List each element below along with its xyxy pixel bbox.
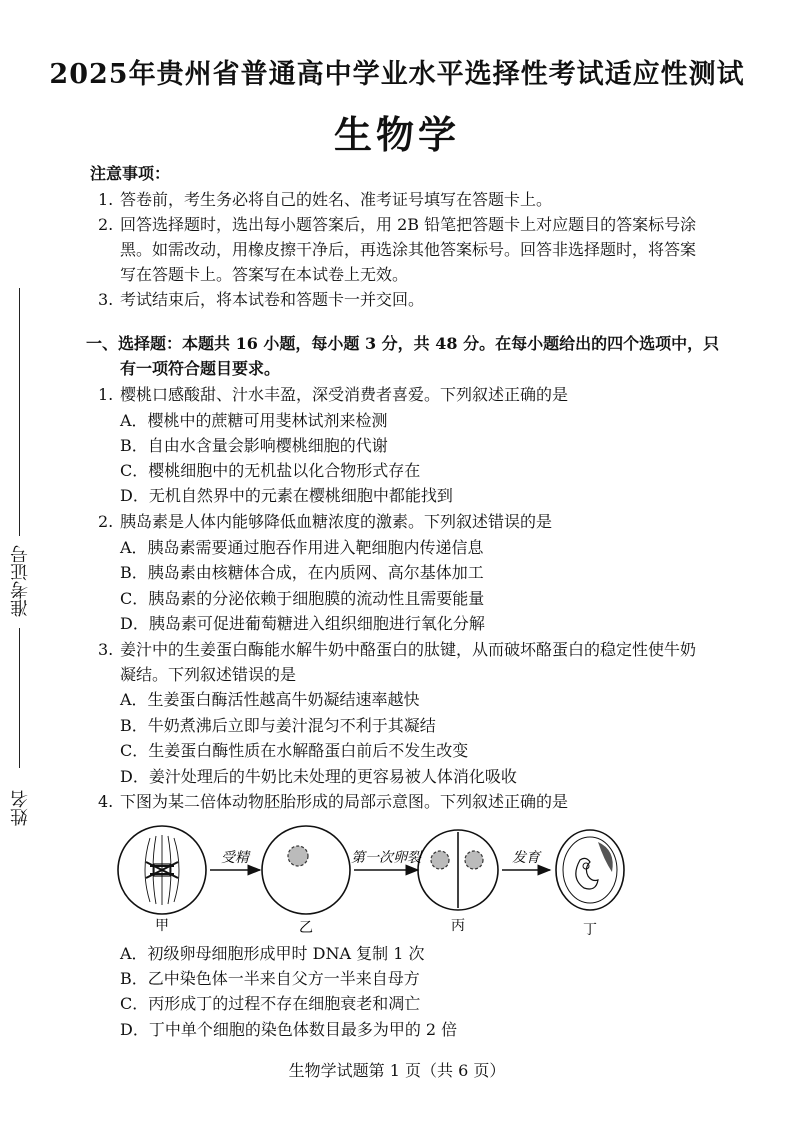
label-yi: 乙 — [299, 920, 313, 936]
label-bing: 丙 — [451, 918, 465, 934]
arrow-label-first-cleavage: 第一次卵裂 — [351, 850, 421, 866]
question-number: 3. — [98, 640, 114, 659]
section-heading: 有一项符合题目要求。 — [120, 359, 281, 378]
notice-1-num: 1. — [98, 190, 114, 209]
option-a: A．樱桃中的蔗糖可用斐林试剂来检测 — [120, 411, 388, 430]
option-c: C．樱桃细胞中的无机盐以化合物形式存在 — [120, 461, 421, 480]
option-d: D．姜汁处理后的牛奶比未处理的更容易被人体消化吸收 — [120, 767, 517, 786]
exam-title: 2025年贵州省普通高中学业水平选择性考试适应性测试 — [49, 59, 745, 90]
option-d: D．丁中单个细胞的染色体数目最多为甲的 2 倍 — [120, 1020, 458, 1039]
option-b: B．自由水含量会影响樱桃细胞的代谢 — [120, 436, 388, 455]
question-stem: 胰岛素是人体内能够降低血糖浓度的激素。下列叙述错误的是 — [120, 512, 553, 531]
notice-2-line: 回答选择题时，选出每小题答案后，用 2B 铅笔把答题卡上对应题目的答案标号涂 — [120, 215, 697, 234]
option-a: A．初级卵母细胞形成甲时 DNA 复制 1 次 — [120, 944, 425, 963]
cell-bing — [418, 830, 498, 910]
option-b: B．胰岛素由核糖体合成，在内质网、高尔基体加工 — [120, 563, 484, 582]
cell-ding — [556, 830, 624, 910]
option-c: C．丙形成丁的过程不存在细胞衰老和凋亡 — [120, 994, 421, 1013]
question-number: 1. — [98, 385, 114, 404]
notice-heading: 注意事项： — [90, 164, 171, 183]
question-number: 4. — [98, 792, 114, 811]
option-d: D．胰岛素可促进葡萄糖进入组织细胞进行氧化分解 — [120, 614, 485, 633]
option-b: B．乙中染色体一半来自父方一半来自母方 — [120, 969, 420, 988]
arrow-label-development: 发育 — [512, 850, 540, 866]
exam-number-underline-top — [19, 288, 20, 536]
label-jia: 甲 — [155, 918, 169, 934]
notice-1-line: 答卷前，考生务必将自己的姓名、准考证号填写在答题卡上。 — [120, 190, 553, 209]
embryo-development-figure — [110, 820, 670, 938]
question-stem: 下图为某二倍体动物胚胎形成的局部示意图。下列叙述正确的是 — [120, 792, 569, 811]
question-stem: 樱桃口感酸甜、汁水丰盈，深受消费者喜爱。下列叙述正确的是 — [120, 385, 569, 404]
option-d: D．无机自然界中的元素在樱桃细胞中都能找到 — [120, 486, 453, 505]
question-number: 2. — [98, 512, 114, 531]
option-a: A．胰岛素需要通过胞吞作用进入靶细胞内传递信息 — [120, 538, 484, 557]
option-c: C．胰岛素的分泌依赖于细胞膜的流动性且需要能量 — [120, 589, 485, 608]
cell-jia — [118, 826, 206, 914]
section-heading: 一、选择题：本题共 16 小题，每小题 3 分，共 48 分。在每小题给出的四个选项中，只 — [86, 334, 720, 353]
name-underline — [19, 628, 20, 768]
question-stem: 姜汁中的生姜蛋白酶能水解牛奶中酪蛋白的肽键，从而破坏酪蛋白的稳定性使牛奶 — [120, 640, 697, 659]
arrow-label-fertilization: 受精 — [221, 850, 249, 866]
notice-2-num: 2. — [98, 215, 114, 234]
notice-2-line: 写在答题卡上。答案写在本试卷上无效。 — [120, 265, 409, 284]
option-c: C．生姜蛋白酶性质在水解酪蛋白前后不发生改变 — [120, 741, 469, 760]
notice-3-line: 考试结束后，将本试卷和答题卡一并交回。 — [120, 290, 425, 309]
option-b: B．牛奶煮沸后立即与姜汁混匀不利于其凝结 — [120, 716, 436, 735]
name-label: 姓名 — [10, 790, 31, 826]
option-a: A．生姜蛋白酶活性越高牛奶凝结速率越快 — [120, 690, 420, 709]
exam-number-label: 准考证号 — [10, 545, 31, 617]
notice-2-line: 黑。如需改动，用橡皮擦干净后，再选涂其他答案标号。回答非选择题时，将答案 — [120, 240, 697, 259]
subject-title: 生物学 — [333, 112, 460, 157]
notice-3-num: 3. — [98, 290, 114, 309]
cell-yi — [262, 826, 350, 914]
page-footer: 生物学试题第 1 页（共 6 页） — [288, 1061, 506, 1080]
label-ding: 丁 — [583, 922, 597, 938]
question-stem: 凝结。下列叙述错误的是 — [120, 665, 297, 684]
